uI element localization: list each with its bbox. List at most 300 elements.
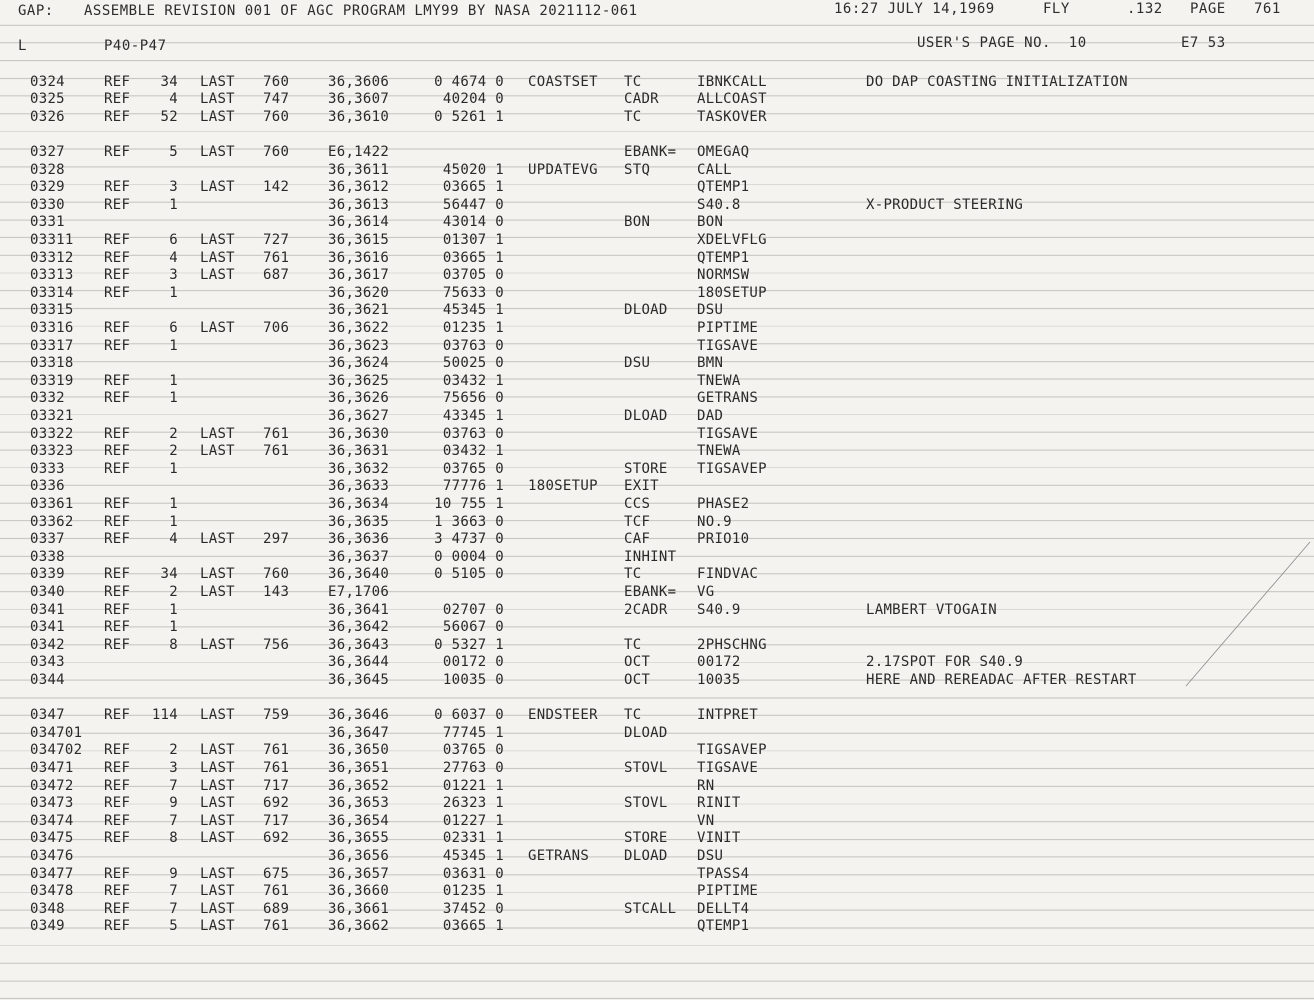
operand: INTPRET: [697, 707, 759, 724]
opcode: INHINT: [624, 548, 677, 565]
last-page: 761: [263, 918, 290, 935]
ref-count: 1: [169, 196, 178, 213]
opcode: TC: [624, 566, 642, 583]
line-number: 0337: [30, 531, 65, 548]
operand: DSU: [697, 302, 724, 319]
line-number: 03361: [30, 495, 74, 512]
line-number: 03313: [30, 267, 74, 284]
octal-code: 03631 0: [442, 865, 504, 882]
users-page-label: USER'S PAGE NO. 10: [917, 35, 1087, 51]
opcode: BON: [624, 214, 651, 231]
last-page: 675: [263, 865, 290, 882]
address: 36,3652: [328, 777, 390, 794]
operand: 10035: [697, 671, 741, 688]
last-keyword: LAST: [200, 443, 235, 460]
line-number: 0325: [30, 91, 65, 108]
table-row: [0, 707, 1314, 725]
ref-count: 4: [169, 91, 178, 108]
table-row: [0, 795, 1314, 813]
address: 36,3617: [328, 267, 390, 284]
address: 36,3650: [328, 742, 390, 759]
operand: 180SETUP: [697, 284, 767, 301]
octal-code: 10035 0: [442, 671, 504, 688]
octal-code: 0 4674 0: [434, 73, 504, 90]
address: 36,3644: [328, 654, 390, 671]
last-keyword: LAST: [200, 865, 235, 882]
ref-count: 9: [169, 865, 178, 882]
line-number: 03473: [30, 795, 74, 812]
line-number: 0326: [30, 108, 65, 125]
octal-code: 02331 1: [442, 830, 504, 847]
table-row: [0, 778, 1314, 796]
ref-count: 1: [169, 460, 178, 477]
last-keyword: LAST: [200, 830, 235, 847]
opcode: STOVL: [624, 795, 668, 812]
last-keyword: LAST: [200, 777, 235, 794]
last-page: 717: [263, 812, 290, 829]
operand: NO.9: [697, 513, 732, 530]
octal-code: 03665 1: [442, 249, 504, 266]
table-row: [0, 302, 1314, 320]
operand: DSU: [697, 847, 724, 864]
address: 36,3634: [328, 495, 390, 512]
address: 36,3606: [328, 73, 390, 90]
table-row: [0, 883, 1314, 901]
octal-code: 56067 0: [442, 619, 504, 636]
opcode: TC: [624, 73, 642, 90]
last-keyword: LAST: [200, 73, 235, 90]
last-page: 689: [263, 900, 290, 917]
octal-code: 02707 0: [442, 601, 504, 618]
octal-code: 03705 0: [442, 267, 504, 284]
address: 36,3635: [328, 513, 390, 530]
line-number: 03316: [30, 319, 74, 336]
table-row: [0, 760, 1314, 778]
operand: FINDVAC: [697, 566, 759, 583]
table-row: [0, 637, 1314, 655]
ref-count: 2: [169, 583, 178, 600]
opcode: TC: [624, 636, 642, 653]
ref-keyword: REF: [104, 742, 131, 759]
octal-code: 45020 1: [442, 161, 504, 178]
table-row: [0, 619, 1314, 637]
last-keyword: LAST: [200, 707, 235, 724]
ref-count: 9: [169, 795, 178, 812]
line-number: 03472: [30, 777, 74, 794]
line-number: 03475: [30, 830, 74, 847]
line-number: 03314: [30, 284, 74, 301]
octal-code: 03432 1: [442, 372, 504, 389]
line-number: 0338: [30, 548, 65, 565]
last-page: 761: [263, 883, 290, 900]
ref-keyword: REF: [104, 636, 131, 653]
last-page: 760: [263, 566, 290, 583]
line-number: 03323: [30, 443, 74, 460]
opcode: EBANK=: [624, 583, 677, 600]
operand: PRIO10: [697, 531, 750, 548]
pencil-mark: [1180, 540, 1314, 690]
address: 36,3641: [328, 601, 390, 618]
table-row: [0, 478, 1314, 496]
operand: TIGSAVEP: [697, 460, 767, 477]
ref-keyword: REF: [104, 108, 131, 125]
ref-count: 3: [169, 179, 178, 196]
line-number: 0328: [30, 161, 65, 178]
opcode: STQ: [624, 161, 651, 178]
last-page: 692: [263, 795, 290, 812]
line-number: 03477: [30, 865, 74, 882]
table-row: [0, 531, 1314, 549]
last-keyword: LAST: [200, 742, 235, 759]
ref-keyword: REF: [104, 707, 131, 724]
operand: IBNKCALL: [697, 73, 767, 90]
octal-code: 45345 1: [442, 302, 504, 319]
address: 36,3630: [328, 425, 390, 442]
ref-count: 7: [169, 883, 178, 900]
address: E7,1706: [328, 583, 390, 600]
table-row: [0, 602, 1314, 620]
table-row: [0, 126, 1314, 144]
address: 36,3625: [328, 372, 390, 389]
last-keyword: LAST: [200, 795, 235, 812]
address: 36,3610: [328, 108, 390, 125]
line-number: 03362: [30, 513, 74, 530]
table-row: [0, 267, 1314, 285]
label: ENDSTEER: [528, 707, 598, 724]
ref-count: 5: [169, 143, 178, 160]
line-number: 03471: [30, 759, 74, 776]
table-row: [0, 91, 1314, 109]
address: 36,3651: [328, 759, 390, 776]
header-fly: FLY: [1043, 1, 1070, 17]
operand: OMEGAQ: [697, 143, 750, 160]
octal-code: 1 3663 0: [434, 513, 504, 530]
line-number: 034701: [30, 724, 83, 741]
line-number: 0342: [30, 636, 65, 653]
address: 36,3607: [328, 91, 390, 108]
ref-count: 3: [169, 267, 178, 284]
table-row: [0, 584, 1314, 602]
table-row: [0, 866, 1314, 884]
ref-keyword: REF: [104, 337, 131, 354]
opcode: STORE: [624, 460, 668, 477]
octal-code: 03765 0: [442, 460, 504, 477]
opcode: DLOAD: [624, 407, 668, 424]
table-row: [0, 408, 1314, 426]
opcode: STOVL: [624, 759, 668, 776]
ref-keyword: REF: [104, 249, 131, 266]
operand: DAD: [697, 407, 724, 424]
last-page: 142: [263, 179, 290, 196]
opcode: CADR: [624, 91, 659, 108]
ref-keyword: REF: [104, 372, 131, 389]
operand: GETRANS: [697, 390, 759, 407]
operand: TPASS4: [697, 865, 750, 882]
last-page: 692: [263, 830, 290, 847]
address: 36,3622: [328, 319, 390, 336]
last-page: 760: [263, 73, 290, 90]
ref-count: 2: [169, 742, 178, 759]
last-keyword: LAST: [200, 319, 235, 336]
ref-count: 8: [169, 830, 178, 847]
octal-code: 0 5327 1: [434, 636, 504, 653]
operand: NORMSW: [697, 267, 750, 284]
operand: BMN: [697, 355, 724, 372]
ref-keyword: REF: [104, 601, 131, 618]
line-number: 0324: [30, 73, 65, 90]
address: 36,3661: [328, 900, 390, 917]
octal-code: 01307 1: [442, 231, 504, 248]
comment: DO DAP COASTING INITIALIZATION: [866, 73, 1128, 90]
address: 36,3632: [328, 460, 390, 477]
table-row: [0, 848, 1314, 866]
octal-code: 26323 1: [442, 795, 504, 812]
line-number: 0332: [30, 390, 65, 407]
address: 36,3612: [328, 179, 390, 196]
operand: TIGSAVEP: [697, 742, 767, 759]
table-row: [0, 566, 1314, 584]
octal-code: 27763 0: [442, 759, 504, 776]
table-row: [0, 742, 1314, 760]
table-row: [0, 320, 1314, 338]
table-row: [0, 338, 1314, 356]
operand: DELLT4: [697, 900, 750, 917]
last-page: 760: [263, 108, 290, 125]
ref-keyword: REF: [104, 759, 131, 776]
line-number: 03312: [30, 249, 74, 266]
line-number: 0344: [30, 671, 65, 688]
octal-code: 03763 0: [442, 425, 504, 442]
address: 36,3621: [328, 302, 390, 319]
octal-code: 56447 0: [442, 196, 504, 213]
last-page: 717: [263, 777, 290, 794]
operand: PIPTIME: [697, 319, 759, 336]
last-page: 761: [263, 759, 290, 776]
ref-keyword: REF: [104, 460, 131, 477]
ref-count: 4: [169, 531, 178, 548]
operand: QTEMP1: [697, 179, 750, 196]
ref-count: 7: [169, 812, 178, 829]
table-row: [0, 496, 1314, 514]
ref-keyword: REF: [104, 196, 131, 213]
ref-keyword: REF: [104, 319, 131, 336]
table-row: [0, 426, 1314, 444]
last-keyword: LAST: [200, 179, 235, 196]
octal-code: 3 4737 0: [434, 531, 504, 548]
address: 36,3654: [328, 812, 390, 829]
header-time-date: 16:27 JULY 14,1969: [834, 1, 995, 17]
opcode: 2CADR: [624, 601, 668, 618]
operand: VINIT: [697, 830, 741, 847]
last-page: 759: [263, 707, 290, 724]
l-mark: L: [18, 38, 27, 54]
ref-keyword: REF: [104, 513, 131, 530]
label: UPDATEVG: [528, 161, 598, 178]
octal-code: 75633 0: [442, 284, 504, 301]
ref-count: 34: [160, 73, 178, 90]
table-row: [0, 355, 1314, 373]
line-number: 03318: [30, 355, 74, 372]
last-keyword: LAST: [200, 231, 235, 248]
last-keyword: LAST: [200, 583, 235, 600]
line-number: 0330: [30, 196, 65, 213]
ref-keyword: REF: [104, 390, 131, 407]
address: 36,3642: [328, 619, 390, 636]
last-page: 756: [263, 636, 290, 653]
ref-keyword: REF: [104, 231, 131, 248]
octal-code: 03665 1: [442, 918, 504, 935]
table-row: [0, 144, 1314, 162]
address: 36,3637: [328, 548, 390, 565]
octal-code: 0 5261 1: [434, 108, 504, 125]
line-number: 03478: [30, 883, 74, 900]
header-prefix: GAP:: [18, 3, 54, 19]
table-row: [0, 162, 1314, 180]
address: 36,3616: [328, 249, 390, 266]
table-row: [0, 654, 1314, 672]
operand: RINIT: [697, 795, 741, 812]
last-keyword: LAST: [200, 91, 235, 108]
comment: LAMBERT VTOGAIN: [866, 601, 997, 618]
address: E6,1422: [328, 143, 390, 160]
ref-count: 6: [169, 319, 178, 336]
octal-code: 10 755 1: [434, 495, 504, 512]
ref-keyword: REF: [104, 900, 131, 917]
address: 36,3615: [328, 231, 390, 248]
last-keyword: LAST: [200, 883, 235, 900]
address: 36,3633: [328, 478, 390, 495]
ref-count: 7: [169, 900, 178, 917]
section-label: P40-P47: [104, 38, 167, 54]
opcode: OCT: [624, 654, 651, 671]
table-row: [0, 830, 1314, 848]
ref-count: 1: [169, 372, 178, 389]
last-keyword: LAST: [200, 759, 235, 776]
last-page: 761: [263, 443, 290, 460]
table-row: [0, 179, 1314, 197]
operand: XDELVFLG: [697, 231, 767, 248]
last-page: 727: [263, 231, 290, 248]
ref-keyword: REF: [104, 179, 131, 196]
opcode: STCALL: [624, 900, 677, 917]
operand: TIGSAVE: [697, 425, 759, 442]
address: 36,3623: [328, 337, 390, 354]
operand: S40.9: [697, 601, 741, 618]
opcode: DSU: [624, 355, 651, 372]
operand: TNEWA: [697, 372, 741, 389]
last-page: 761: [263, 742, 290, 759]
octal-code: 50025 0: [442, 355, 504, 372]
ref-count: 1: [169, 495, 178, 512]
line-number: 0339: [30, 566, 65, 583]
line-number: 0341: [30, 619, 65, 636]
last-keyword: LAST: [200, 267, 235, 284]
octal-code: 01235 1: [442, 319, 504, 336]
last-keyword: LAST: [200, 531, 235, 548]
ref-count: 114: [151, 707, 178, 724]
address: 36,3631: [328, 443, 390, 460]
table-row: [0, 373, 1314, 391]
octal-code: 77776 1: [442, 478, 504, 495]
opcode: TC: [624, 707, 642, 724]
ref-keyword: REF: [104, 267, 131, 284]
ref-keyword: REF: [104, 443, 131, 460]
ref-count: 6: [169, 231, 178, 248]
line-number: 03315: [30, 302, 74, 319]
table-row: [0, 514, 1314, 532]
line-number: 0336: [30, 478, 65, 495]
last-page: 747: [263, 91, 290, 108]
table-row: [0, 461, 1314, 479]
address: 36,3643: [328, 636, 390, 653]
ref-count: 1: [169, 601, 178, 618]
table-row: [0, 918, 1314, 936]
ref-keyword: REF: [104, 795, 131, 812]
octal-code: 40204 0: [442, 91, 504, 108]
operand: QTEMP1: [697, 918, 750, 935]
table-row: [0, 74, 1314, 92]
line-number: 0327: [30, 143, 65, 160]
ref-count: 8: [169, 636, 178, 653]
last-keyword: LAST: [200, 900, 235, 917]
table-row: [0, 109, 1314, 127]
line-number: 03319: [30, 372, 74, 389]
octal-code: 03432 1: [442, 443, 504, 460]
label: GETRANS: [528, 847, 590, 864]
address: 36,3611: [328, 161, 390, 178]
last-keyword: LAST: [200, 249, 235, 266]
table-row: [0, 813, 1314, 831]
octal-code: 45345 1: [442, 847, 504, 864]
operand: VG: [697, 583, 715, 600]
octal-code: 43345 1: [442, 407, 504, 424]
address: 36,3655: [328, 830, 390, 847]
line-number: 03476: [30, 847, 74, 864]
line-number: 0348: [30, 900, 65, 917]
opcode: STORE: [624, 830, 668, 847]
last-keyword: LAST: [200, 812, 235, 829]
header-code: E7 53: [1181, 35, 1226, 51]
ref-count: 1: [169, 390, 178, 407]
octal-code: 03763 0: [442, 337, 504, 354]
last-page: 760: [263, 143, 290, 160]
ref-keyword: REF: [104, 883, 131, 900]
address: 36,3627: [328, 407, 390, 424]
line-number: 03322: [30, 425, 74, 442]
line-number: 0341: [30, 601, 65, 618]
ref-count: 7: [169, 777, 178, 794]
ref-keyword: REF: [104, 495, 131, 512]
line-number: 0329: [30, 179, 65, 196]
ref-keyword: REF: [104, 830, 131, 847]
operand: VN: [697, 812, 715, 829]
header-page-label: PAGE: [1190, 1, 1226, 17]
ref-keyword: REF: [104, 284, 131, 301]
last-page: 706: [263, 319, 290, 336]
line-number: 034702: [30, 742, 83, 759]
operand: PIPTIME: [697, 883, 759, 900]
opcode: DLOAD: [624, 847, 668, 864]
header-page-number: 761: [1254, 1, 1281, 17]
table-row: [0, 285, 1314, 303]
table-row: [0, 214, 1314, 232]
last-page: 687: [263, 267, 290, 284]
comment: HERE AND REREADAC AFTER RESTART: [866, 671, 1137, 688]
line-number: 0347: [30, 707, 65, 724]
label: 180SETUP: [528, 478, 598, 495]
ref-count: 2: [169, 443, 178, 460]
last-keyword: LAST: [200, 918, 235, 935]
